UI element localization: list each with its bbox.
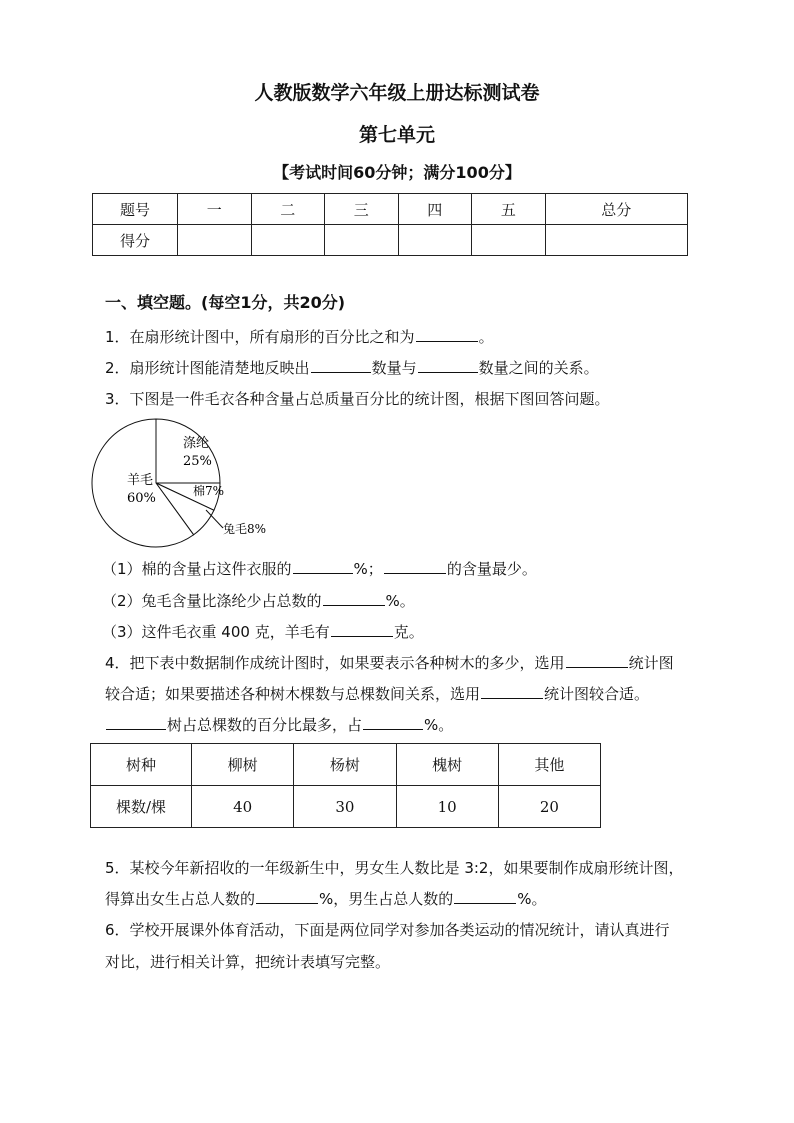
table-row <box>91 786 601 828</box>
answer-blank[interactable] <box>481 684 543 699</box>
answer-blank[interactable] <box>418 358 478 373</box>
table-cell: 10 <box>396 786 498 828</box>
score-input-cell[interactable] <box>251 225 325 256</box>
score-input-cell[interactable] <box>398 225 472 256</box>
question-number: 4． <box>105 654 130 672</box>
tree-table <box>90 743 601 828</box>
pie-value-polyester: 25% <box>183 454 212 469</box>
question-text: 统计图 <box>628 654 674 672</box>
answer-blank[interactable] <box>106 715 166 730</box>
question-5 <box>105 857 683 878</box>
table-cell: 柳树 <box>192 744 294 786</box>
pie-slice <box>156 419 220 483</box>
table-row <box>93 194 688 225</box>
question-text: %。 <box>385 592 415 610</box>
question-text: %。 <box>517 890 547 908</box>
question-text: 数量之间的关系。 <box>478 359 599 377</box>
pie-value-wool: 60% <box>127 491 156 506</box>
score-table <box>92 193 688 256</box>
question-2 <box>105 357 599 378</box>
question-text: （3）这件毛衣重 400 克，羊毛有 <box>102 623 330 641</box>
answer-blank[interactable] <box>293 559 353 574</box>
pie-chart <box>90 412 300 552</box>
question-3 <box>105 388 610 409</box>
question-number: 6． <box>105 921 130 939</box>
pie-label-cotton: 棉7% <box>193 484 225 498</box>
question-text: %，男生占总人数的 <box>319 890 454 908</box>
question-text: 下图是一件毛衣各种含量占总质量百分比的统计图，根据下图回答问题。 <box>129 390 610 408</box>
question-text: 把下表中数据制作成统计图时，如果要表示各种树木的多少，选用 <box>129 654 565 672</box>
question-6-line-2 <box>105 951 390 972</box>
question-text: 树占总棵数的百分比最多，占 <box>167 716 363 734</box>
answer-blank[interactable] <box>454 889 516 904</box>
table-cell: 三 <box>325 194 399 225</box>
question-text: 统计图较合适。 <box>544 685 650 703</box>
question-text: 的含量最少。 <box>446 560 537 578</box>
answer-blank[interactable] <box>566 653 628 668</box>
table-cell: 20 <box>498 786 600 828</box>
table-cell: 槐树 <box>396 744 498 786</box>
table-cell: 其他 <box>498 744 600 786</box>
table-cell: 40 <box>192 786 294 828</box>
question-4-line-2 <box>105 683 649 704</box>
table-cell: 杨树 <box>294 744 396 786</box>
answer-blank[interactable] <box>323 591 385 606</box>
question-3-3 <box>102 621 424 642</box>
answer-blank[interactable] <box>363 715 423 730</box>
question-3-2 <box>102 590 415 611</box>
question-4 <box>105 652 674 673</box>
pie-label-wool: 羊毛 <box>127 473 154 488</box>
table-cell: 五 <box>472 194 546 225</box>
question-text: %； <box>353 560 383 578</box>
question-1 <box>105 326 494 347</box>
answer-blank[interactable] <box>311 358 371 373</box>
question-text: 在扇形统计图中，所有扇形的百分比之和为 <box>129 328 415 346</box>
table-cell: 题号 <box>93 194 178 225</box>
question-6 <box>105 919 670 940</box>
table-cell: 树种 <box>91 744 192 786</box>
score-input-cell[interactable] <box>545 225 687 256</box>
table-cell: 四 <box>398 194 472 225</box>
question-3-1 <box>102 558 537 579</box>
pie-label-rabbit: 兔毛8% <box>223 522 267 536</box>
question-text: 数量与 <box>371 359 417 377</box>
answer-blank[interactable] <box>331 622 393 637</box>
page-title: 人教版数学六年级上册达标测试卷 <box>254 82 540 104</box>
table-cell: 一 <box>178 194 252 225</box>
question-number: 5． <box>105 859 130 877</box>
answer-blank[interactable] <box>384 559 446 574</box>
table-cell: 总分 <box>545 194 687 225</box>
question-text: 学校开展课外体育活动，下面是两位同学对参加各类运动的情况统计，请认真进行 <box>129 921 670 939</box>
question-text: %。 <box>424 716 454 734</box>
question-text: 。 <box>478 328 494 346</box>
pie-label-polyester: 涤纶 <box>183 436 210 451</box>
answer-blank[interactable] <box>416 327 478 342</box>
question-text: 扇形统计图能清楚地反映出 <box>129 359 310 377</box>
question-4-line-3 <box>105 714 453 735</box>
score-input-cell[interactable] <box>325 225 399 256</box>
score-input-cell[interactable] <box>472 225 546 256</box>
unit-subtitle: 第七单元 <box>358 124 435 146</box>
question-text: 某校今年新招收的一年级新生中，男女生人数比是 3:2，如果要制作成扇形统计图， <box>129 859 684 877</box>
table-row <box>93 225 688 256</box>
question-text: （2）兔毛含量比涤纶少占总数的 <box>102 592 322 610</box>
question-text: （1）棉的含量占这件衣服的 <box>102 560 292 578</box>
table-cell: 二 <box>251 194 325 225</box>
answer-blank[interactable] <box>256 889 318 904</box>
question-text: 得算出女生占总人数的 <box>105 890 256 908</box>
table-cell: 棵数/棵 <box>91 786 192 828</box>
table-cell: 30 <box>294 786 396 828</box>
question-number: 2． <box>105 359 130 377</box>
exam-info: 【考试时间60分钟；满分100分】 <box>273 163 521 182</box>
section-heading: 一、填空题。(每空1分，共20分) <box>105 293 346 312</box>
score-input-cell[interactable] <box>178 225 252 256</box>
question-5-line-2 <box>105 888 547 909</box>
question-number: 1． <box>105 328 130 346</box>
table-cell: 得分 <box>93 225 178 256</box>
question-text: 克。 <box>393 623 424 641</box>
question-text: 对比，进行相关计算，把统计表填写完整。 <box>105 953 391 971</box>
question-number: 3． <box>105 390 130 408</box>
question-text: 较合适；如果要描述各种树木棵数与总棵数间关系，选用 <box>105 685 481 703</box>
table-row <box>91 744 601 786</box>
